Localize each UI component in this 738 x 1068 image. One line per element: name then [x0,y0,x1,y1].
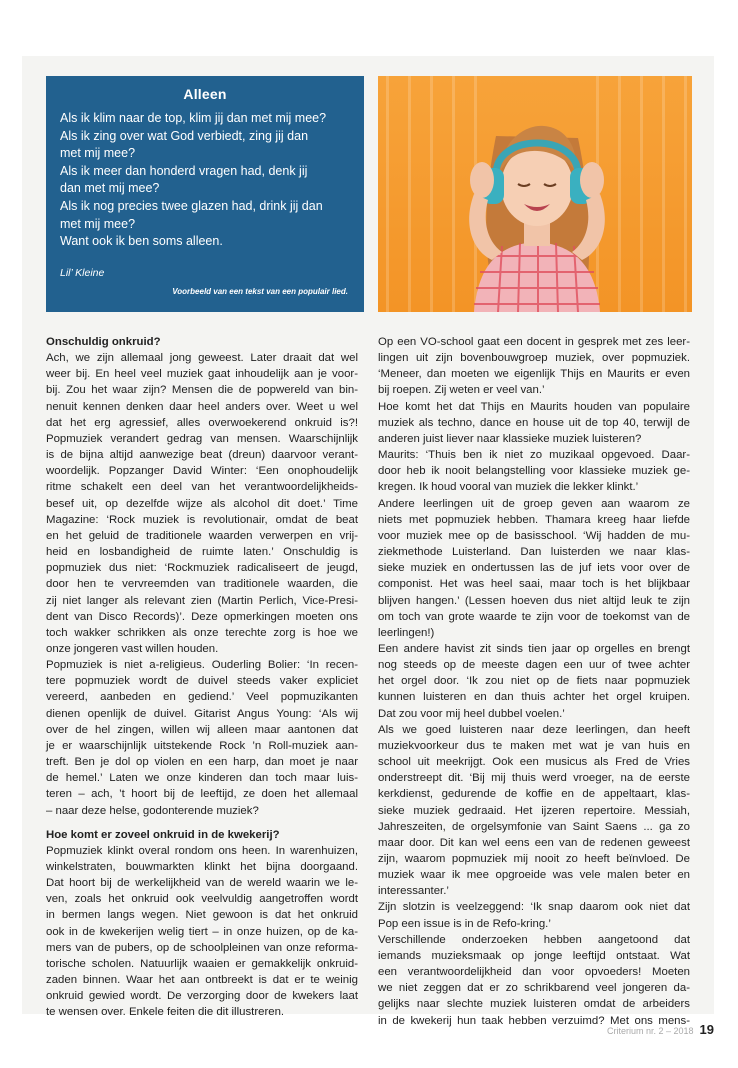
body-line: nenuit kennen denken daar heel anders over. Weet u wel [46,400,358,413]
body-line: Popmuziek verandert gedrag van mensen. Waarschijnlijk [46,432,358,445]
body-line: om toch van grote waarde te zijn voor de toekomst van de [378,610,690,623]
body-line: Magazine: ‘Rock muziek is revolutionair, omdat de beat [46,513,358,526]
body-line: Als we goed luisteren naar deze leerlingen, dan heeft [378,723,690,736]
body-line: het orgel door. ‘Ik zou niet op de fiets naar popmuziek [378,675,690,688]
lyric-line: Als ik zing over wat God verbiedt, zing jij dan [60,128,309,143]
body-line: ritme schakelt een deel van het verantwoordelijkheids- [46,481,358,494]
body-line: Hoe komt het dat Thijs en Maurits houden van populaire [378,400,690,413]
right-column [378,334,690,1029]
body-line: ook in de kwekerijen welig tiert – in onze huizen, op de ka- [46,925,358,938]
body-line: winkelstraten, bouwmarkten klinkt het bijna doorgaand. [46,861,358,873]
body-line: Pop een issue is in de Refo-kring.’ [378,917,551,930]
body-line: te wensen over. Enkele feiten die dit illustreren. [46,1006,285,1019]
body-line: Maurits: ‘Thuis ben ik niet zo muzikaal opgevoed. Daar- [378,449,690,462]
body-line: iemands muzieksmaak op jonge leeftijd ontstaat. Wat [378,949,690,962]
body-line: Ach, we zijn allemaal jong geweest. Later draait dat wel [46,352,358,365]
lyric-line: met mij mee? [60,216,136,231]
body-line: popmuziek dus niet: ‘Rockmuziek radicaliseert de jeugd, [46,562,358,575]
body-line: door hen te vervreemden van traditionele waarden, die [46,578,358,591]
body-line: nog steeds op de meeste dagen een uur of twee achter [378,659,690,672]
body-line: onkruid gewied wordt. De verzorging door de kwekers laat [46,990,358,1003]
body-line: sieke muziek en ondertussen las de juf iets voor over de [378,562,690,575]
left-column [46,334,358,1021]
body-line: sieke muziek gedraaid. Het ijzeren repertoire. Messiah, [378,804,690,817]
body-line: weer bij. En heel veel muziek gaat inhoudelijk aan je voor- [46,368,358,381]
body-line: Andere leerlingen uit de groep geven aan waarom ze [378,497,690,510]
body-line: Dat hoort bij de werkelijkheid van de wereld waarin we le- [46,877,358,890]
body-line: dat het erg agressief, alles overwoekerend onkruid is?! [46,416,358,429]
body-line: dienen openlijk de duivel. Gitarist Angus Young: ‘Als wij [46,707,358,720]
body-line: Popmuziek klinkt overal rondom ons heen. In warenhuizen, [46,844,358,857]
lyric-line: Als ik nog precies twee glazen had, drink jij dan [60,198,323,213]
body-line: heid en losbandigheid de ruimte laten.’ Onschuldig is [46,546,358,559]
publication-name: Criterium nr. 2 – 2018 [606,1026,694,1036]
body-line: kerkdienst, gedurende de koffie en de appeltaart, klas- [378,788,690,801]
body-line: in bermen langs wegen. Niet gewoon is dat het onkruid [46,909,358,922]
lyric-line: Als ik klim naar de top, klim jij dan met mij mee? [60,111,327,125]
body-line: Zijn slotzin is veelzeggend: ‘Ik snap daarom ook niet dat [378,901,690,914]
body-line: zij niet langer als relevant zien (Martin Perlich, Vice-Presi- [46,594,358,607]
lyric-line: Want ook ik ben soms alleen. [60,234,223,249]
body-line: interessanter.’ [378,885,449,898]
body-line: gelijks naar slechte muziek luisteren omdat de arbeiders [378,998,690,1011]
lyric-author: Lil’ Kleine [60,266,105,279]
body-line: mers van de pubers, op de schoolpleinen van onze reforma- [46,941,358,954]
body-line: muziek als techno, dance en house uit de top 40, terwijl de [378,416,690,429]
paragraph-gap [46,819,358,827]
body-line: componist. Het was heel saai, maar toch is het blijkbaar [378,578,690,591]
body-line: treft. Ben je dol op violen en een harp, dan moet je naar [46,756,358,769]
body-line: Verschillende onderzoeken hebben aangetoond dat [378,933,690,946]
body-line: de hemel.’ Laten we onze kinderen dan toch maar luis- [46,772,358,785]
body-line: door heb ik nooit belangstelling voor klassieke muziek ge- [378,465,690,478]
body-line: bij roepen. Zij weten er veel van.’ [378,384,545,397]
body-line: teren – ach, ’t hoort bij de leeftijd, ze doen het allemaal [46,788,358,801]
body-line: vereerd, aanbeden en gediend.’ Veel popmuzikanten [46,691,358,704]
body-line: blijven hangen.’ (Lessen hoeven dus niet altijd leuk te zijn [378,594,690,607]
body-line: en het geluid de traditionele waarden verwerpen en vrij- [46,529,358,542]
lyric-box [46,76,364,312]
body-line: Dat zou voor mij heel dubbel voelen.’ [378,707,565,720]
body-line: niets met popmuziek hebben. Thamara kreeg haar liefde [378,513,690,526]
body-line: muziek waar ik mee opgroeide was vele malen beter en [378,869,690,882]
body-line: toch wakker schrikken als onze terechte zorg is hoe we [46,626,358,639]
section-heading: Hoe komt er zoveel onkruid in de kwekerij? [46,828,280,841]
body-line: kregen. Ik houd vooral van muziek die lekker klinkt.’ [378,481,639,494]
body-line: voor muziek mee op de basisschool. ‘Wij hadden de mu- [378,529,690,542]
body-line: tere popmuziek wordt de duivel steeds vaker expliciet [46,675,358,688]
page-number: 19 [699,1022,714,1037]
body-line: torische scholen. Natuurlijk waaien er gemakkelijk onkruid- [46,957,358,970]
body-line: anderen juist liever naar klassieke muziek luisteren? [378,432,642,445]
body-line: muziekvoorkeur dus te maken met wat je van huis en [378,739,690,752]
lyric-line: Als ik meer dan honderd vragen had, denk jij [60,163,308,178]
body-line: dent van Disco Records)’. Deze opmerkingen moeten ons [46,610,358,623]
lyric-line: met mij mee? [60,146,136,161]
body-line: maar door. Dit kan wel eens een van de redenen geweest [378,836,690,849]
body-line: Op een VO-school gaat een docent in gesprek met zes leer- [378,336,690,348]
body-line: onze jongeren vast willen houden. [46,642,219,655]
body-line: lingen uit zijn bovenbouwgroep muziek, over popmuziek. [378,352,690,365]
body-line: over de hel zingen, willen wij alleen maar aantonen dat [46,723,358,736]
lyric-line: dan met mij mee? [60,181,160,196]
body-line: in de kwekerij hun taak hebben verzuimd? Met ons mens- [378,1014,690,1027]
body-line: kunnen luisteren en dan thuis achter het orgel kruipen. [378,691,690,704]
body-line: is de bijna altijd aanwezige beat (dreun) daarvoor verant- [46,449,358,462]
lyric-caption: Voorbeeld van een tekst van een populair lied. [172,286,348,296]
body-line: besef uit, op dezelfde wijze als alcohol dit doet.’ Time [46,497,358,510]
girl-illustration [378,76,692,312]
body-line: – naar deze helse, godonterende muziek? [46,804,259,817]
body-line: Een andere havist zit sinds tien jaar op orgelles en brengt [378,642,690,655]
body-line: ven, zoals het onkruid ook veelvuldig aangetroffen wordt [46,893,358,906]
body-line: we niet zeggen dat er zo schrikbarend veel jongeren da- [378,982,690,995]
body-line: woordelijk. Popzanger David Winter: ‘Een onophoudelijk [46,465,358,478]
body-line: Popmuziek is niet a-religieus. Ouderling Bolier: ‘In recen- [46,659,358,672]
body-line: ziekmethode Luisterland. Dan luisterden we naar klas- [378,546,690,559]
body-line: zaden binnen. Waar het aan ontbreekt is dat er te weinig [46,974,358,987]
section-heading: Onschuldig onkruid? [46,336,161,348]
girl-with-headphones-photo [378,76,692,312]
page-footer [607,1022,714,1037]
body-line: Jahreszeiten, de orgelsymfonie van Saint Saens ... ga zo [378,820,690,833]
body-line: ‘Meneer, dan moeten we eigenlijk Thijs en Maurits er even [378,368,690,381]
lyric-title: Alleen [183,86,227,102]
body-line: bij. Zou het waar zijn? Mensen die de popwereld van bin- [46,384,358,397]
lyric-lines [60,110,350,251]
body-line: een verantwoordelijkheid dan voor opvoeders! Moeten [378,966,690,979]
body-line: onderstreept dit. ‘Bij mij thuis werd vroeger, na de eerste [378,772,690,785]
body-line: school uit meekrijgt. Ook een musicus als Fred de Vries [378,756,690,769]
body-line: leerlingen!) [378,626,435,639]
body-line: zijn, waarom popmuziek mij nooit zo heeft beïnvloed. De [378,853,690,865]
body-line: je er waarschijnlijk uitstekende Rock ’n Roll-muziek aan- [46,739,358,752]
